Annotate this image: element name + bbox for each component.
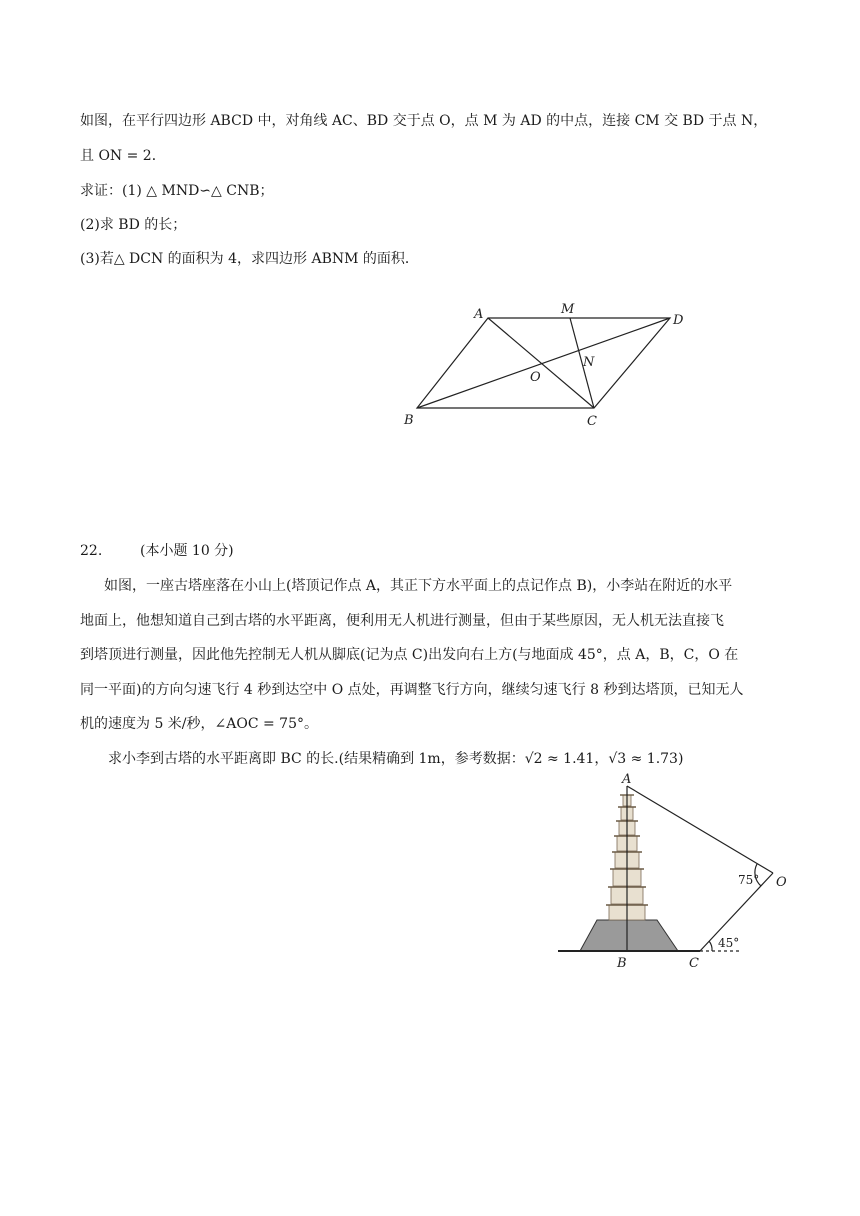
p22-question: 求小李到古塔的水平距离即 BC 的长.(结果精确到 1m，参考数据：√2 ≈ 1.41，√3 ≈ 1.73) [108, 751, 684, 767]
label-B: B [404, 413, 414, 428]
label-D: D [673, 313, 684, 328]
angle-75-label: 75° [738, 873, 760, 887]
p21-question-1: 求证：(1) △ MND∽△ CNB； [80, 183, 274, 199]
p21-question-3: (3)若△ DCN 的面积为 4，求四边形 ABNM 的面积． [80, 251, 419, 267]
label-A: A [474, 307, 484, 322]
label-C-tower: C [689, 956, 699, 971]
p21-intro-line-2: 且 ON = 2． [80, 148, 166, 164]
label-N: N [583, 355, 595, 370]
label-O-tower: O [776, 875, 787, 890]
label-O: O [530, 370, 541, 385]
p22-para-line-1: 如图，一座古塔座落在小山上(塔顶记作点 A，其正下方水平面上的点记作点 B)，小李站在附近的水平 [104, 578, 733, 594]
label-M: M [561, 302, 575, 317]
p22-para-line-2: 地面上，他想知道自己到古塔的水平距离，便利用无人机进行测量，但由于某些原因，无人机无法直接飞 [80, 613, 724, 629]
p22-number: 22. [80, 543, 103, 559]
p22-para-line-5: 机的速度为 5 米/秒，∠AOC = 75°。 [80, 716, 318, 732]
p22-para-line-4: 同一平面)的方向匀速飞行 4 秒到达空中 O 点处，再调整飞行方向，继续匀速飞行 8 秒到达塔顶，已知无人 [80, 682, 744, 698]
p22-para-line-3: 到塔顶进行测量，因此他先控制无人机从脚底(记为点 C)出发向右上方(与地面成 45°，点 A，B，C，O 在 [80, 647, 739, 663]
label-B-tower: B [617, 956, 627, 971]
label-A-tower: A [622, 772, 632, 787]
p22-points: (本小题 10 分) [140, 543, 234, 559]
p21-intro-line-1: 如图，在平行四边形 ABCD 中，对角线 AC、BD 交于点 O，点 M 为 AD 的中点，连接 CM 交 BD 于点 N， [80, 113, 768, 129]
p21-question-2: (2)求 BD 的长； [80, 217, 187, 233]
label-C: C [587, 414, 597, 429]
angle-45-label: 45° [718, 936, 740, 950]
